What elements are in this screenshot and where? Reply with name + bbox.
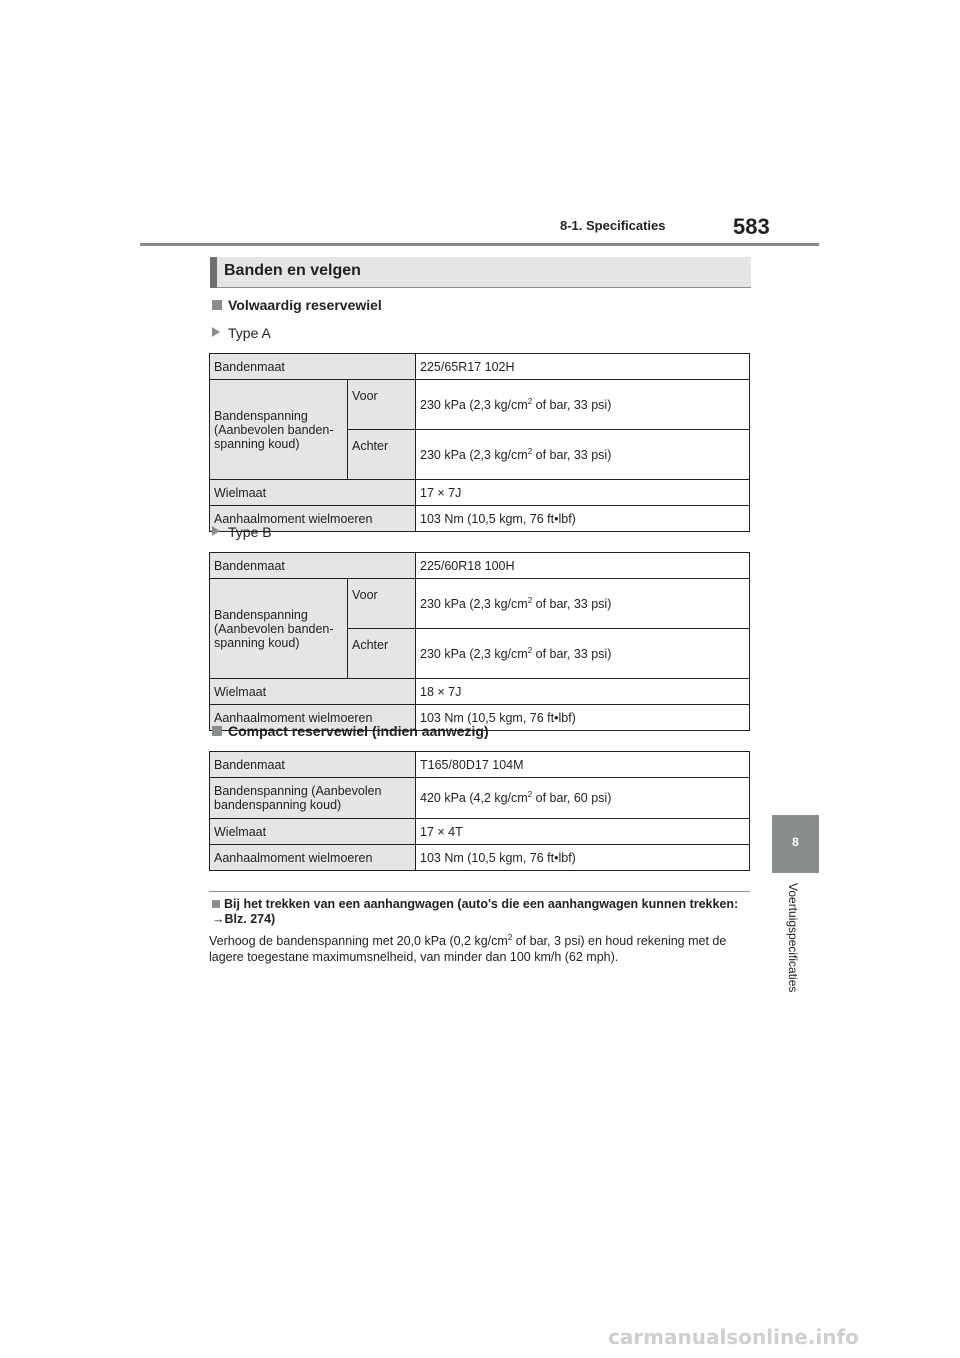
watermark: carmanualsonline.info bbox=[608, 1325, 859, 1349]
table-row bbox=[210, 778, 750, 819]
tire-size-label: Bandenmaat bbox=[210, 354, 416, 380]
type-a-heading: Type A bbox=[212, 325, 271, 341]
tire-size-value: 225/60R18 100H bbox=[416, 553, 750, 579]
front-pressure-value: 230 kPa (2,3 $kg/cm^2$ of bar, 33 psi) bbox=[416, 380, 750, 430]
tire-size-label: Bandenmaat bbox=[210, 752, 416, 778]
triangle-bullet-icon bbox=[212, 327, 220, 337]
side-label bbox=[764, 883, 826, 1023]
note-body: Verhoog de bandenspanning met 20,0 kPa (0,2 $kg/cm^2$ of bar, 3 psi) en houd rekening met de lagere toegestane maximumsnelheid, van minder dan 100 km/h (62 mph). bbox=[209, 932, 727, 964]
note-rule bbox=[209, 891, 750, 892]
table-row bbox=[210, 354, 750, 380]
table-row bbox=[210, 480, 750, 506]
table-row bbox=[210, 579, 750, 629]
wheel-size-value: 17 × 7J bbox=[416, 480, 750, 506]
rear-label: Achter bbox=[348, 430, 416, 480]
table-row bbox=[210, 506, 750, 532]
pressure-label: Bandenspanning (Aanbevolen banden-spanning koud) bbox=[210, 579, 348, 679]
type-a-table bbox=[209, 353, 750, 532]
square-bullet-icon bbox=[212, 726, 222, 736]
tire-size-value: 225/65R17 102H bbox=[416, 354, 750, 380]
section-title-text: Banden en velgen bbox=[224, 262, 361, 279]
section-title bbox=[210, 257, 751, 288]
pressure-label: Bandenspanning (Aanbevolen banden-spanning koud) bbox=[210, 380, 348, 480]
tire-size-label: Bandenmaat bbox=[210, 553, 416, 579]
full-spare-heading: Volwaardig reservewiel bbox=[212, 297, 382, 313]
torque-label: Aanhaalmoment wielmoeren bbox=[210, 506, 416, 532]
wheel-size-value: 18 × 7J bbox=[416, 679, 750, 705]
table-row bbox=[210, 752, 750, 778]
table-row bbox=[210, 553, 750, 579]
front-label: Voor bbox=[348, 380, 416, 430]
table-row bbox=[210, 380, 750, 430]
wheel-size-label: Wielmaat bbox=[210, 480, 416, 506]
header-rule bbox=[140, 243, 819, 246]
side-tab bbox=[772, 815, 819, 873]
table-row bbox=[210, 845, 750, 871]
side-label-text: Voertuigspecificaties bbox=[786, 883, 800, 993]
square-bullet-icon bbox=[212, 900, 220, 908]
type-b-heading: Type B bbox=[212, 524, 272, 540]
wheel-size-label: Wielmaat bbox=[210, 819, 416, 845]
front-pressure-value: 230 kPa (2,3 $kg/cm^2$ of bar, 33 psi) bbox=[416, 579, 750, 629]
pressure-value: 420 kPa (4,2 $kg/cm^2$ of bar, 60 psi) bbox=[416, 778, 750, 819]
note-heading: Bij het trekken van een aanhangwagen (auto's die een aanhangwagen kunnen trekken: →Blz. 274) bbox=[212, 897, 739, 926]
torque-value: 103 Nm (10,5 kgm, 76 ft•lbf) bbox=[416, 705, 750, 731]
rear-pressure-value: 230 kPa (2,3 $kg/cm^2$ of bar, 33 psi) bbox=[416, 629, 750, 679]
square-bullet-icon bbox=[212, 300, 222, 310]
wheel-size-label: Wielmaat bbox=[210, 679, 416, 705]
rear-pressure-value: 230 kPa (2,3 $kg/cm^2$ of bar, 33 psi) bbox=[416, 430, 750, 480]
torque-value: 103 Nm (10,5 kgm, 76 ft•lbf) bbox=[416, 845, 750, 871]
header-section: 8-1. Specificaties bbox=[560, 218, 666, 233]
type-b-table bbox=[209, 552, 750, 731]
table-row bbox=[210, 819, 750, 845]
front-label: Voor bbox=[348, 579, 416, 629]
triangle-bullet-icon bbox=[212, 526, 220, 536]
side-tab-number: 8 bbox=[792, 835, 799, 849]
torque-label: Aanhaalmoment wielmoeren bbox=[210, 705, 416, 731]
page-number: 583 bbox=[733, 214, 770, 239]
torque-label: Aanhaalmoment wielmoeren bbox=[210, 845, 416, 871]
section-title-bar bbox=[210, 257, 217, 288]
compact-spare-table bbox=[209, 751, 750, 871]
rear-label: Achter bbox=[348, 629, 416, 679]
pressure-label: Bandenspanning (Aanbevolen bandenspanning koud) bbox=[210, 778, 416, 819]
tire-size-value: T165/80D17 104M bbox=[416, 752, 750, 778]
table-row bbox=[210, 679, 750, 705]
compact-spare-heading: Compact reservewiel (indien aanwezig) bbox=[212, 723, 489, 739]
torque-value: 103 Nm (10,5 kgm, 76 ft•lbf) bbox=[416, 506, 750, 532]
wheel-size-value: 17 × 4T bbox=[416, 819, 750, 845]
